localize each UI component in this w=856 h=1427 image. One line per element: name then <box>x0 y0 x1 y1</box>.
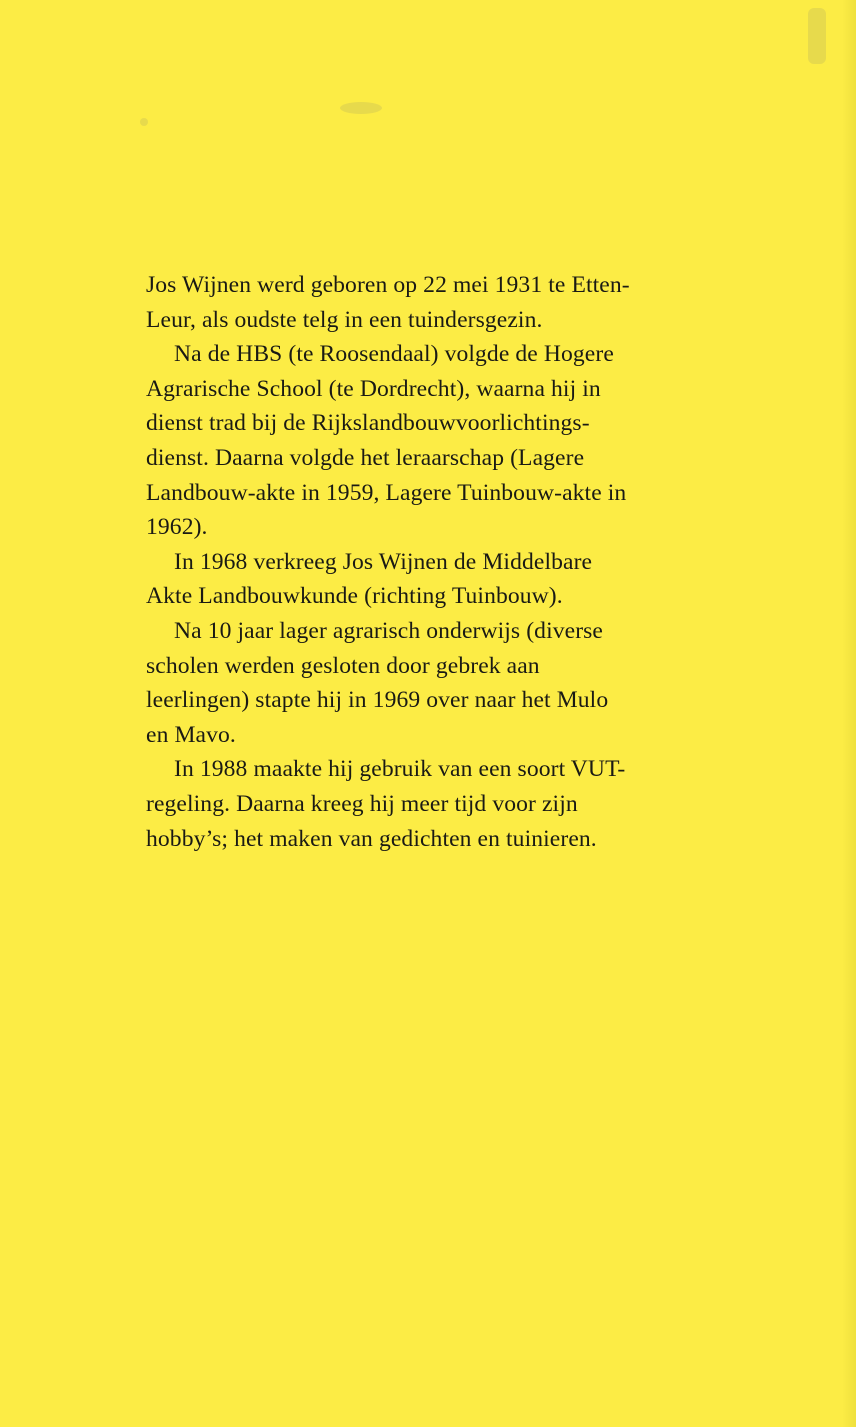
page-edge-shade <box>842 0 856 1427</box>
bio-line: In 1988 maakte hij gebruik van een soort VUT- <box>174 756 626 783</box>
bio-line: en Mavo. <box>146 721 236 748</box>
bio-line: 1962). <box>146 514 208 541</box>
bio-line: scholen werden gesloten door gebrek aan <box>146 652 540 679</box>
bio-line: leerlingen) stapte hij in 1969 over naar het Mulo <box>146 687 609 714</box>
bio-line: Landbouw-akte in 1959, Lagere Tuinbouw-akte in <box>146 479 627 506</box>
bio-line: Na 10 jaar lager agrarisch onderwijs (diverse <box>174 617 604 644</box>
bio-line: Na de HBS (te Roosendaal) volgde de Hogere <box>174 341 614 368</box>
bio-line: Jos Wijnen werd geboren op 22 mei 1931 te Etten- <box>146 272 630 298</box>
print-speck <box>808 8 826 64</box>
bio-line: Agrarische School (te Dordrecht), waarna hij in <box>146 375 601 402</box>
bio-line: Leur, als oudste telg in een tuindersgezin. <box>146 306 543 333</box>
bio-line: regeling. Daarna kreeg hij meer tijd voor zijn <box>146 790 578 817</box>
bio-line: Akte Landbouwkunde (richting Tuinbouw). <box>146 583 563 610</box>
print-speck <box>140 118 148 126</box>
bio-line: hobby’s; het maken van gedichten en tuinieren. <box>146 825 597 852</box>
bio-line: In 1968 verkreeg Jos Wijnen de Middelbare <box>174 548 593 575</box>
author-biography <box>146 268 706 856</box>
bio-line: dienst trad bij de Rijkslandbouwvoorlichtings- <box>146 410 590 437</box>
print-speck <box>340 102 382 114</box>
bio-line: dienst. Daarna volgde het leraarschap (Lagere <box>146 444 585 471</box>
